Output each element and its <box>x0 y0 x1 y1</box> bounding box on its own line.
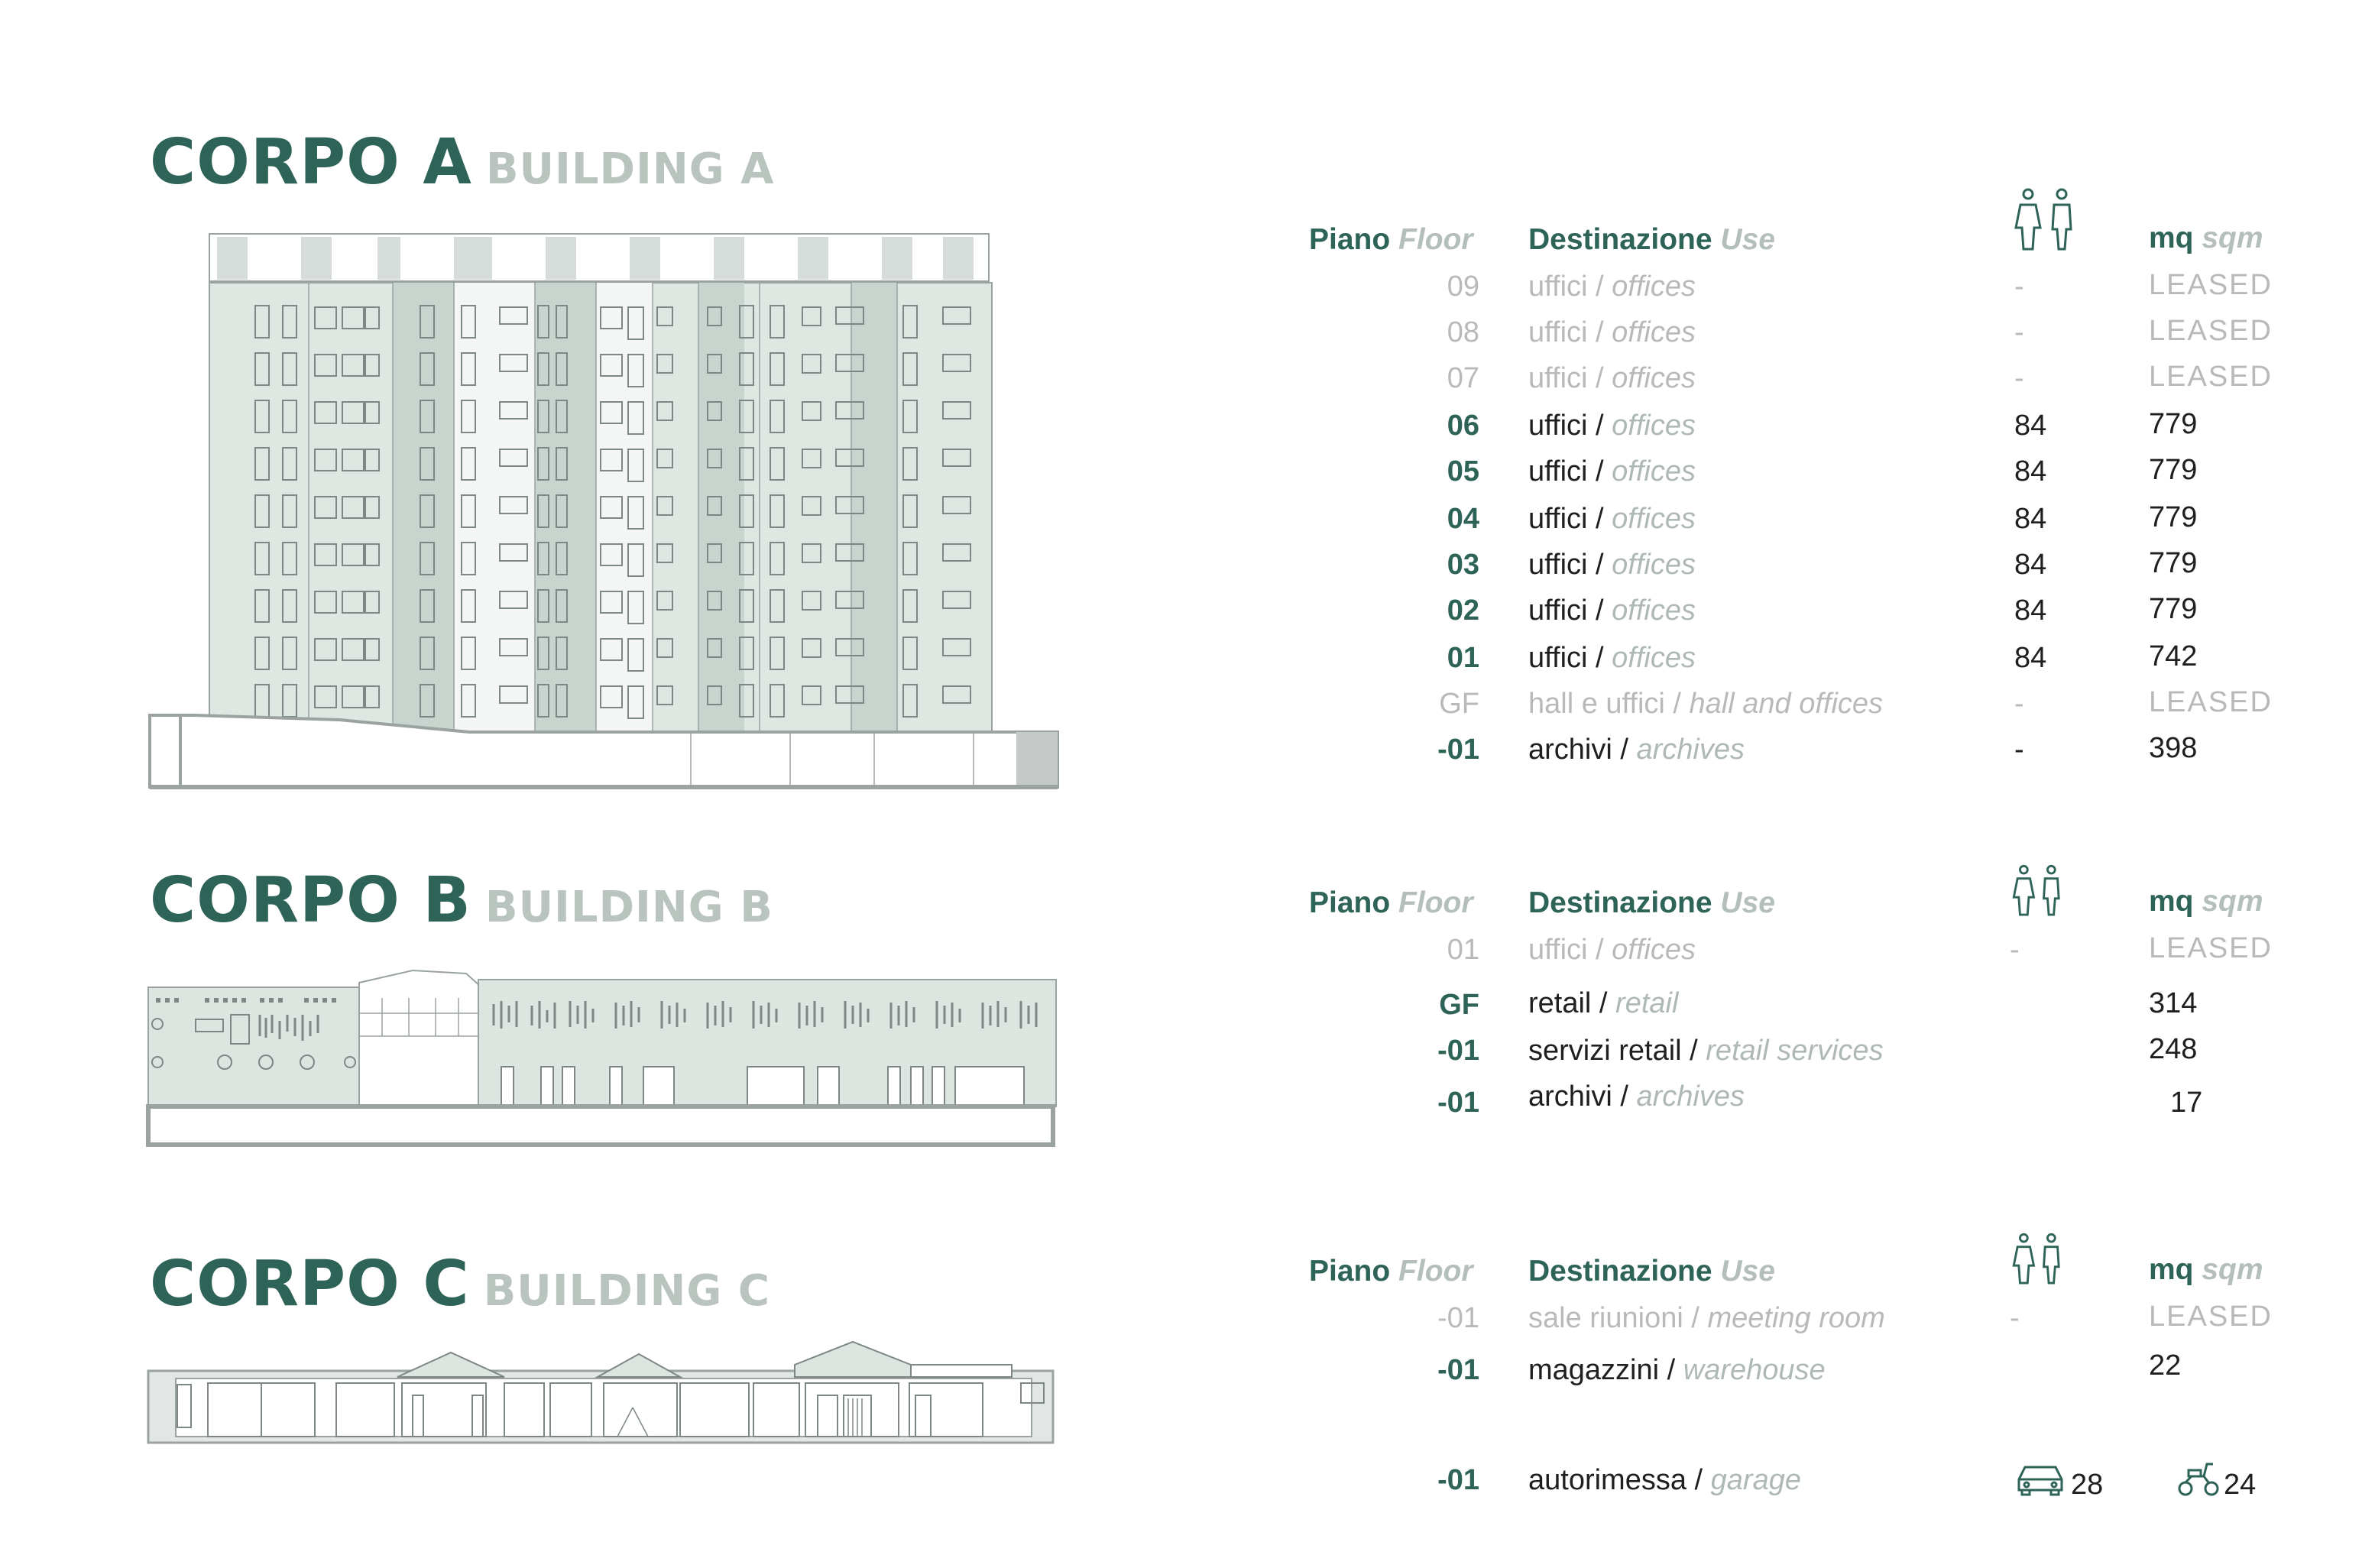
building-a-use-header: Destinazione Use <box>1528 223 1775 256</box>
table-row-use: retail / retail <box>1528 987 1679 1019</box>
table-row-people: - <box>2014 271 2024 303</box>
table-row-floor: 04 <box>1447 503 1479 535</box>
table-row-area: 779 <box>2149 501 2198 533</box>
table-row-floor: GF <box>1439 688 1479 720</box>
table-row-people: 84 <box>2014 642 2047 674</box>
people-icon <box>2011 1232 2066 1291</box>
table-row-floor: 01 <box>1447 934 1479 966</box>
table-row-area: LEASED <box>2149 1301 2273 1333</box>
people-icon <box>2013 188 2080 256</box>
building-a-elevation <box>148 231 1059 790</box>
table-row-use: servizi retail / retail services <box>1528 1035 1884 1067</box>
building-a-heading <box>150 126 775 199</box>
table-row-area: 779 <box>2149 454 2198 486</box>
table-row-people: 84 <box>2014 503 2047 535</box>
table-row-floor: -01 <box>1437 1035 1479 1067</box>
table-row-floor: 02 <box>1447 594 1479 627</box>
table-row-floor: -01 <box>1437 734 1479 766</box>
table-row-floor: GF <box>1439 989 1479 1021</box>
building-b-title: CORPO B <box>150 864 471 937</box>
building-c-use-header: Destinazione Use <box>1528 1255 1775 1288</box>
table-row-area: 314 <box>2149 987 2198 1019</box>
table-row-people: 84 <box>2014 549 2047 581</box>
building-a-area-header: mq sqm <box>2149 222 2263 254</box>
car-icon <box>2014 1461 2066 1500</box>
table-row-people: - <box>2014 362 2024 394</box>
table-row-use: uffici / offices <box>1528 410 1696 442</box>
table-row-use: uffici / offices <box>1528 271 1696 303</box>
table-row-floor: 05 <box>1447 455 1479 488</box>
table-row-use: uffici / offices <box>1528 549 1696 581</box>
building-c-area-header: mq sqm <box>2149 1253 2263 1286</box>
building-c-heading <box>150 1248 770 1320</box>
table-row-area: 779 <box>2149 593 2198 625</box>
building-b-area-header: mq sqm <box>2149 885 2263 918</box>
table-row-area: 398 <box>2149 732 2198 764</box>
building-c-floor-header: Piano Floor <box>1309 1255 1473 1288</box>
building-a-subtitle: BUILDING A <box>485 144 775 194</box>
table-row-use: hall e uffici / hall and offices <box>1528 688 1884 720</box>
people-icon <box>2011 863 2066 922</box>
table-row-area: 17 <box>2170 1087 2203 1119</box>
table-row-people: - <box>2010 1302 2020 1334</box>
table-row-use: uffici / offices <box>1528 934 1696 966</box>
table-row-use: autorimessa / garage <box>1528 1464 1801 1496</box>
table-row-floor: 07 <box>1447 362 1479 394</box>
table-row-floor: 08 <box>1447 316 1479 348</box>
table-row-floor: 06 <box>1447 410 1479 442</box>
building-b-heading <box>150 864 773 937</box>
table-row-floor: -01 <box>1437 1087 1479 1119</box>
table-row-use: uffici / offices <box>1528 642 1696 674</box>
table-row-floor: 09 <box>1447 271 1479 303</box>
building-b-floor-header: Piano Floor <box>1309 886 1473 919</box>
table-row-area: 779 <box>2149 408 2198 440</box>
table-row-use: magazzini / warehouse <box>1528 1354 1826 1386</box>
table-row-area: LEASED <box>2149 269 2273 301</box>
table-row-use: uffici / offices <box>1528 362 1696 394</box>
scooter-spaces: 24 <box>2224 1469 2257 1501</box>
table-row-floor: -01 <box>1437 1302 1479 1334</box>
table-row-use: uffici / offices <box>1528 594 1696 627</box>
table-row-area: LEASED <box>2149 932 2273 964</box>
building-b-subtitle: BUILDING B <box>484 883 773 932</box>
building-c-title: CORPO C <box>150 1248 470 1320</box>
scooter-icon <box>2176 1459 2221 1502</box>
table-row-people: - <box>2014 316 2024 348</box>
table-row-area: 22 <box>2149 1349 2182 1382</box>
table-row-people: - <box>2010 934 2020 966</box>
table-row-area: 742 <box>2149 640 2198 672</box>
table-row-floor: 01 <box>1447 642 1479 674</box>
table-row-people: - <box>2014 734 2024 766</box>
building-c-subtitle: BUILDING C <box>483 1266 770 1316</box>
table-row-use: archivi / archives <box>1528 1080 1745 1113</box>
building-b-elevation <box>145 967 1059 1149</box>
building-b-use-header: Destinazione Use <box>1528 886 1775 919</box>
table-row-people: 84 <box>2014 455 2047 488</box>
table-row-use: sale riunioni / meeting room <box>1528 1302 1885 1334</box>
table-row-floor: -01 <box>1437 1354 1479 1386</box>
table-row-use: uffici / offices <box>1528 455 1696 488</box>
table-row-area: LEASED <box>2149 686 2273 718</box>
building-c-elevation <box>145 1334 1059 1446</box>
car-spaces: 28 <box>2071 1469 2104 1501</box>
building-a-title: CORPO A <box>150 126 472 199</box>
table-row-people: 84 <box>2014 594 2047 627</box>
building-a-floor-header: Piano Floor <box>1309 223 1473 256</box>
table-row-area: LEASED <box>2149 361 2273 393</box>
table-row-use: uffici / offices <box>1528 316 1696 348</box>
table-row-use: uffici / offices <box>1528 503 1696 535</box>
table-row-area: 248 <box>2149 1033 2198 1065</box>
table-row-floor: -01 <box>1437 1464 1479 1496</box>
table-row-use: archivi / archives <box>1528 734 1745 766</box>
table-row-people: - <box>2014 688 2024 720</box>
table-row-people: 84 <box>2014 410 2047 442</box>
table-row-floor: 03 <box>1447 549 1479 581</box>
table-row-area: LEASED <box>2149 315 2273 347</box>
table-row-area: 779 <box>2149 547 2198 579</box>
